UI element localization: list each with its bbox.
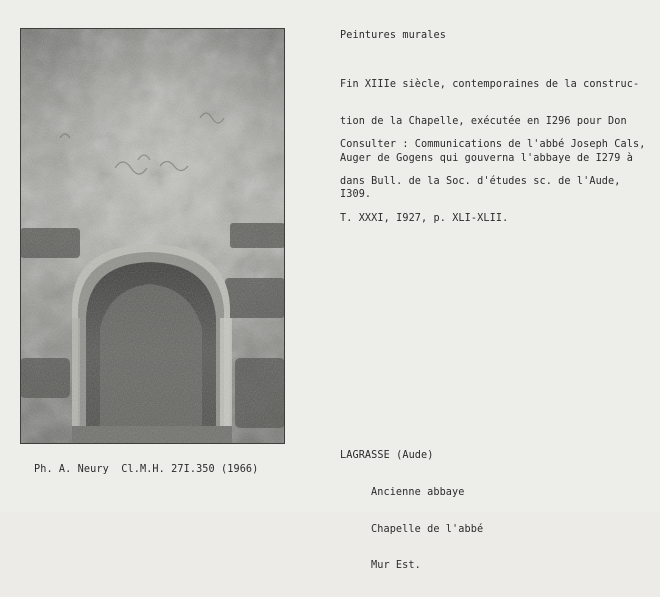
description-line: Auger de Gogens qui gouverna l'abbaye de I279 à [340,152,633,164]
description-line: I309. [340,189,372,201]
location-line: Ancienne abbaye [371,487,465,499]
reference-line: Consulter : Communications de l'abbé Joseph Cals, [340,139,646,151]
description-line: tion de la Chapelle, exécutée en I296 pour Don [340,116,627,128]
bibliography-reference [340,115,645,249]
location-line: Chapelle de l'abbé [371,523,484,535]
description-line: Fin XIIIe siècle, contemporaines de la construc- [340,79,640,91]
photo-credit: Ph. A. Neury Cl.M.H. 27I.350 (1966) [34,464,259,475]
reference-line: T. XXXI, I927, p. XLI-XLII. [340,212,509,224]
reference-line: dans Bull. de la Soc. d'études sc. de l'Aude, [340,176,621,188]
location-block [340,426,483,597]
wall-painting-photograph [20,28,285,444]
location-line: Mur Est. [371,560,421,572]
section-heading: Peintures murales [340,30,446,41]
location-title: LAGRASSE (Aude) [340,450,434,462]
